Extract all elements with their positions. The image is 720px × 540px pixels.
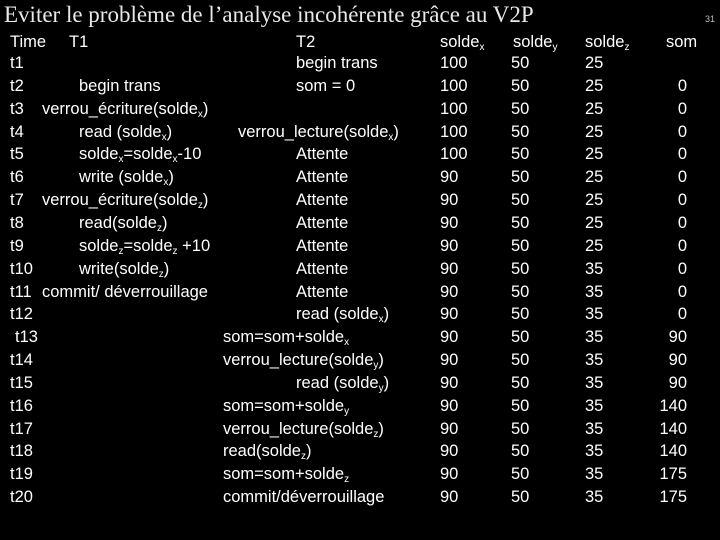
header-soldex-label: solde <box>440 33 480 51</box>
time-cell: t11 <box>10 283 32 301</box>
t1-operation: commit/ déverrouillage <box>42 283 208 301</box>
t2-operation: begin trans <box>296 54 378 72</box>
t1-operation: begin trans <box>79 77 161 95</box>
soldez-value: 35 <box>585 442 604 460</box>
soldex-value: 90 <box>440 214 459 232</box>
soldez-value: 25 <box>585 168 604 186</box>
soldey-value: 50 <box>511 283 530 301</box>
som-value: 140 <box>659 397 687 415</box>
soldex-value: 90 <box>440 328 459 346</box>
soldez-value: 25 <box>585 191 604 209</box>
t2-operation: Attente <box>296 283 349 301</box>
soldez-value: 25 <box>585 77 604 95</box>
soldey-value: 50 <box>511 260 530 278</box>
soldey-value: 50 <box>511 123 530 141</box>
header-soldey-sub: y <box>552 42 558 53</box>
t2-operation: som=som+solde$_z$ <box>223 465 350 485</box>
soldex-value: 100 <box>440 123 468 141</box>
soldey-value: 50 <box>511 237 530 255</box>
header-soldex <box>440 32 484 52</box>
time-cell: t3 <box>10 100 24 118</box>
time-cell: t16 <box>10 397 33 415</box>
time-cell: t20 <box>10 488 33 506</box>
time-cell: t9 <box>10 237 24 255</box>
t1-operation: read(solde$_z$) <box>79 214 168 234</box>
soldex-value: 100 <box>440 54 468 72</box>
header-soldez-label: solde <box>585 33 625 51</box>
header-som: som <box>666 33 698 51</box>
soldey-value: 50 <box>511 145 530 163</box>
soldey-value: 50 <box>511 191 530 209</box>
soldex-value: 90 <box>440 191 459 209</box>
t2-operation: read (solde$_y$) <box>296 374 390 394</box>
header-soldey-label: solde <box>513 33 553 51</box>
soldez-value: 35 <box>585 488 604 506</box>
soldez-value: 35 <box>585 351 604 369</box>
header-soldez-sub: z <box>624 42 630 53</box>
t2-operation: Attente <box>296 145 349 163</box>
soldey-value: 50 <box>511 214 530 232</box>
soldey-value: 50 <box>511 54 530 72</box>
time-cell: t14 <box>10 351 33 369</box>
soldez-value: 35 <box>585 260 604 278</box>
soldey-value: 50 <box>511 420 530 438</box>
time-cell: t4 <box>10 123 24 141</box>
t1-operation: write(solde$_z$) <box>79 260 170 280</box>
soldez-value: 25 <box>585 100 604 118</box>
soldez-value: 25 <box>585 145 604 163</box>
som-value: 0 <box>677 77 687 95</box>
t2-operation: Attente <box>296 237 349 255</box>
som-value: 0 <box>677 260 687 278</box>
soldey-value: 50 <box>511 77 530 95</box>
header-t1: T1 <box>69 33 89 51</box>
som-value: 0 <box>677 191 687 209</box>
t1-operation: write (solde$_x$) <box>79 168 174 188</box>
som-value: 0 <box>677 214 687 232</box>
soldez-value: 25 <box>585 214 604 232</box>
soldex-value: 90 <box>440 465 459 483</box>
t2-operation: Attente <box>296 260 349 278</box>
soldez-value: 35 <box>585 374 604 392</box>
t2-operation: som=som+solde$_x$ <box>223 328 350 348</box>
som-value: 0 <box>677 283 687 301</box>
t2-operation: verrou_lecture(solde$_x$) <box>238 123 399 143</box>
soldez-value: 35 <box>585 397 604 415</box>
t2-operation: som = 0 <box>296 77 356 95</box>
soldex-value: 100 <box>440 100 468 118</box>
t2-operation: commit/déverrouillage <box>223 488 385 506</box>
som-value: 140 <box>659 420 687 438</box>
som-value: 140 <box>659 442 687 460</box>
soldey-value: 50 <box>511 351 530 369</box>
som-value: 0 <box>677 168 687 186</box>
time-cell: t8 <box>10 214 24 232</box>
slide-title: Eviter le problème de l’analyse incohérente grâce au V2P <box>4 2 534 27</box>
soldex-value: 90 <box>440 237 459 255</box>
t2-operation: Attente <box>296 214 349 232</box>
soldez-value: 25 <box>585 237 604 255</box>
time-cell: t10 <box>10 260 33 278</box>
soldey-value: 50 <box>511 100 530 118</box>
som-value: 0 <box>677 145 687 163</box>
header-soldez <box>585 32 629 52</box>
t2-operation: Attente <box>296 191 349 209</box>
time-cell: t19 <box>10 465 33 483</box>
header-time: Time <box>10 33 47 51</box>
som-value: 0 <box>677 237 687 255</box>
soldez-value: 35 <box>585 305 604 323</box>
soldex-value: 100 <box>440 145 468 163</box>
t1-operation: verrou_écriture(solde$_x$) <box>42 100 209 120</box>
soldey-value: 50 <box>511 442 530 460</box>
time-cell: t2 <box>10 77 24 95</box>
soldex-value: 90 <box>440 488 459 506</box>
soldey-value: 50 <box>511 328 530 346</box>
time-cell: t5 <box>10 145 24 163</box>
soldex-value: 90 <box>440 374 459 392</box>
soldex-value: 90 <box>440 397 459 415</box>
soldex-value: 90 <box>440 283 459 301</box>
soldex-value: 90 <box>440 442 459 460</box>
time-cell: t13 <box>15 328 38 346</box>
soldez-value: 35 <box>585 420 604 438</box>
t1-operation: read (solde$_x$) <box>79 123 173 143</box>
soldez-value: 25 <box>585 123 604 141</box>
soldey-value: 50 <box>511 168 530 186</box>
header-soldex-sub: x <box>479 42 485 53</box>
t2-operation: som=som+solde$_y$ <box>223 397 350 417</box>
soldex-value: 90 <box>440 420 459 438</box>
time-cell: t1 <box>10 54 24 72</box>
som-value: 90 <box>668 351 687 369</box>
soldex-value: 90 <box>440 305 459 323</box>
som-value: 0 <box>677 100 687 118</box>
som-value: 175 <box>659 465 687 483</box>
som-value: 90 <box>668 328 687 346</box>
soldez-value: 35 <box>585 465 604 483</box>
slide-number: 31 <box>705 14 716 24</box>
soldex-value: 90 <box>440 260 459 278</box>
soldex-value: 90 <box>440 168 459 186</box>
t1-operation: verrou_écriture(solde$_z$) <box>42 191 209 211</box>
soldey-value: 50 <box>511 488 530 506</box>
t2-operation: verrou_lecture(solde$_y$) <box>223 351 384 371</box>
t2-operation: read(solde$_z$) <box>223 442 312 462</box>
time-cell: t6 <box>10 168 24 186</box>
soldey-value: 50 <box>511 305 530 323</box>
time-cell: t18 <box>10 442 33 460</box>
t2-operation: read (solde$_x$) <box>296 305 390 325</box>
soldey-value: 50 <box>511 374 530 392</box>
header-t2: T2 <box>296 33 316 51</box>
som-value: 0 <box>677 123 687 141</box>
t2-operation: verrou_lecture(solde$_z$) <box>223 420 384 440</box>
t1-operation: solde$_x$=solde$_x$-10 <box>79 145 202 165</box>
som-value: 175 <box>659 488 687 506</box>
time-cell: t12 <box>10 305 33 323</box>
header-soldey <box>513 32 557 52</box>
som-value: 90 <box>668 374 687 392</box>
soldex-value: 100 <box>440 77 468 95</box>
som-value: 0 <box>677 305 687 323</box>
t2-operation: Attente <box>296 168 349 186</box>
t1-operation: solde$_z$=solde$_z$ +10 <box>79 237 211 257</box>
soldex-value: 90 <box>440 351 459 369</box>
soldey-value: 50 <box>511 397 530 415</box>
soldez-value: 35 <box>585 283 604 301</box>
time-cell: t15 <box>10 374 33 392</box>
soldez-value: 35 <box>585 328 604 346</box>
soldez-value: 25 <box>585 54 604 72</box>
soldey-value: 50 <box>511 465 530 483</box>
time-cell: t17 <box>10 420 33 438</box>
time-cell: t7 <box>10 191 24 209</box>
